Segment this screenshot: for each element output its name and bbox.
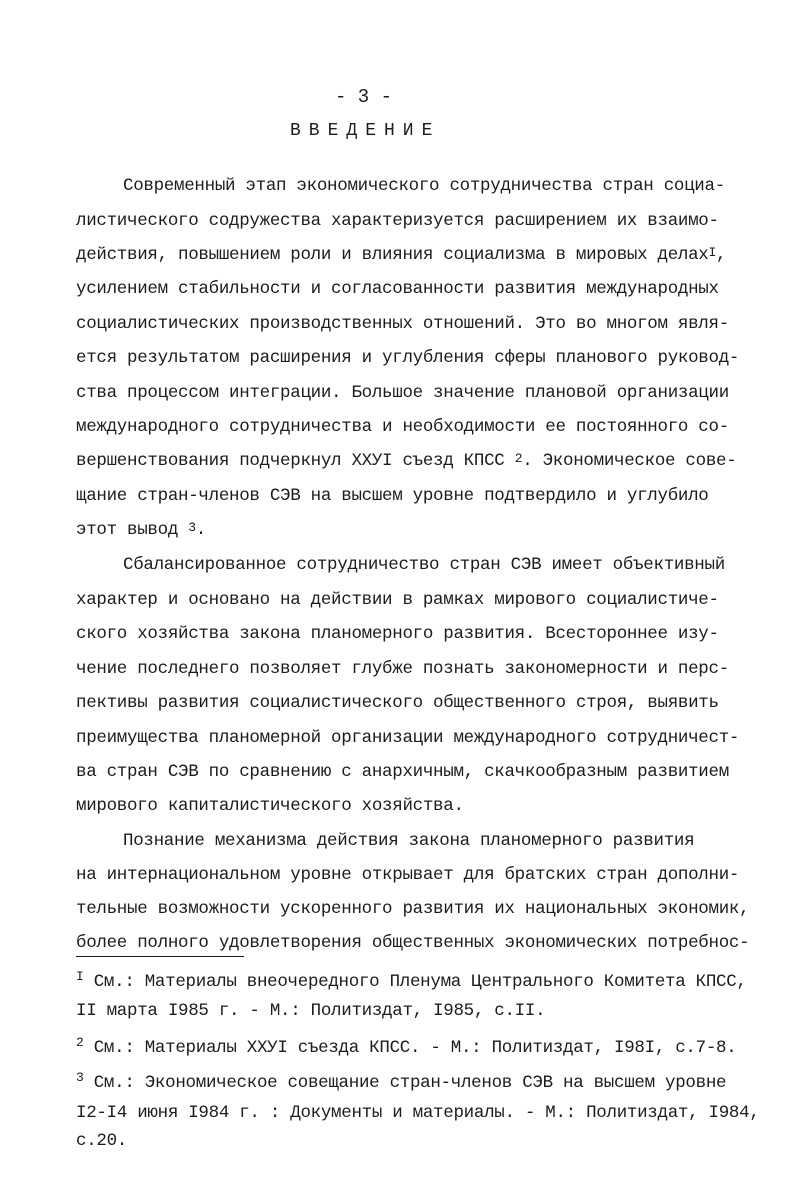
footnote-divider	[76, 956, 244, 957]
paragraph-3-line-1: Познание механизма действия закона планомерного развития	[123, 831, 695, 851]
paragraph-1-line-4: усилением стабильности и согласованности развития международных	[76, 279, 719, 299]
footnote-3-line-1: $^3$ См.: Экономическое совещание стран-членов СЭВ на высшем уровне	[76, 1070, 727, 1093]
footnote-3-line-3: с.20.	[76, 1131, 128, 1151]
footnote-3-line-2: I2-I4 июня I984 г. : Документы и материалы. - М.: Политиздат, I984,	[76, 1103, 760, 1123]
footnote-3-mark: 3	[76, 1070, 84, 1085]
paragraph-1-line-2: листического содружества характеризуется расширением их взаимо-	[76, 211, 719, 231]
footnote-2-line-1: $^2$ См.: Материалы ХХУI съезда КПСС. - М.: Политиздат, I98I, с.7-8.	[76, 1035, 737, 1058]
paragraph-1-line-1: Современный этап экономического сотрудничества стран социа-	[123, 176, 725, 196]
paragraph-2-line-1: Сбалансированное сотрудничество стран СЭВ имеет объективный	[123, 555, 725, 575]
footnote-1-line-2: II марта I985 г. - М.: Политиздат, I985, с.II.	[76, 1001, 546, 1021]
footnote-ref-2: 2	[514, 451, 523, 466]
paragraph-2-line-8: мирового капиталистического хозяйства.	[76, 796, 464, 816]
paragraph-3-line-3: тельные возможности ускоренного развития их национальных экономик,	[76, 899, 750, 919]
paragraph-1-line-7: ства процессом интеграции. Большое значение плановой организации	[76, 383, 729, 403]
paragraph-2-line-7: ва стран СЭВ по сравнению с анархичным, скачкообразным развитием	[76, 762, 729, 782]
footnote-ref-1: I	[708, 245, 717, 260]
footnote-1-mark: I	[76, 969, 84, 984]
paragraph-3-line-2: на интернациональном уровне открывает для братских стран дополни-	[76, 865, 740, 885]
paragraph-2-line-6: преимущества планомерной организации международного сотрудничест-	[76, 728, 740, 748]
paragraph-1-line-8: международного сотрудничества и необходимости ее постоянного со-	[76, 417, 729, 437]
paragraph-2-line-3: ского хозяйства закона планомерного развития. Всестороннее изу-	[76, 624, 719, 644]
paragraph-2-line-4: чение последнего позволяет глубже познать закономерности и перс-	[76, 659, 729, 679]
section-heading: ВВЕДЕНИЕ	[290, 121, 441, 141]
paragraph-1-line-9: вершенствования подчеркнул ХХУI съезд КПСС $^2$. Экономическое сове-	[76, 451, 737, 471]
paragraph-1-line-6: ется результатом расширения и углубления сферы планового руковод-	[76, 348, 740, 368]
paragraph-1-line-3: действия, повышением роли и влияния социализма в мировых делах$^I$,	[76, 245, 727, 265]
paragraph-3-line-4: более полного удовлетворения общественных экономических потребнос-	[76, 933, 750, 953]
paragraph-1-line-5: социалистических производственных отношений. Это во многом явля-	[76, 314, 729, 334]
page-number: - 3 -	[335, 86, 393, 108]
paragraph-1-line-10: щание стран-членов СЭВ на высшем уровне подтвердило и углубило	[76, 486, 709, 506]
paragraph-2-line-2: характер и основано на действии в рамках мирового социалистиче-	[76, 590, 719, 610]
paragraph-1-line-11: этот вывод $^3$.	[76, 520, 206, 540]
footnote-1-line-1: $^I$ См.: Материалы внеочередного Пленума Центрального Комитета КПСС,	[76, 969, 747, 992]
footnote-ref-3: 3	[188, 520, 196, 535]
paragraph-2-line-5: пективы развития социалистического общественного строя, выявить	[76, 693, 719, 713]
footnote-2-mark: 2	[76, 1035, 84, 1050]
